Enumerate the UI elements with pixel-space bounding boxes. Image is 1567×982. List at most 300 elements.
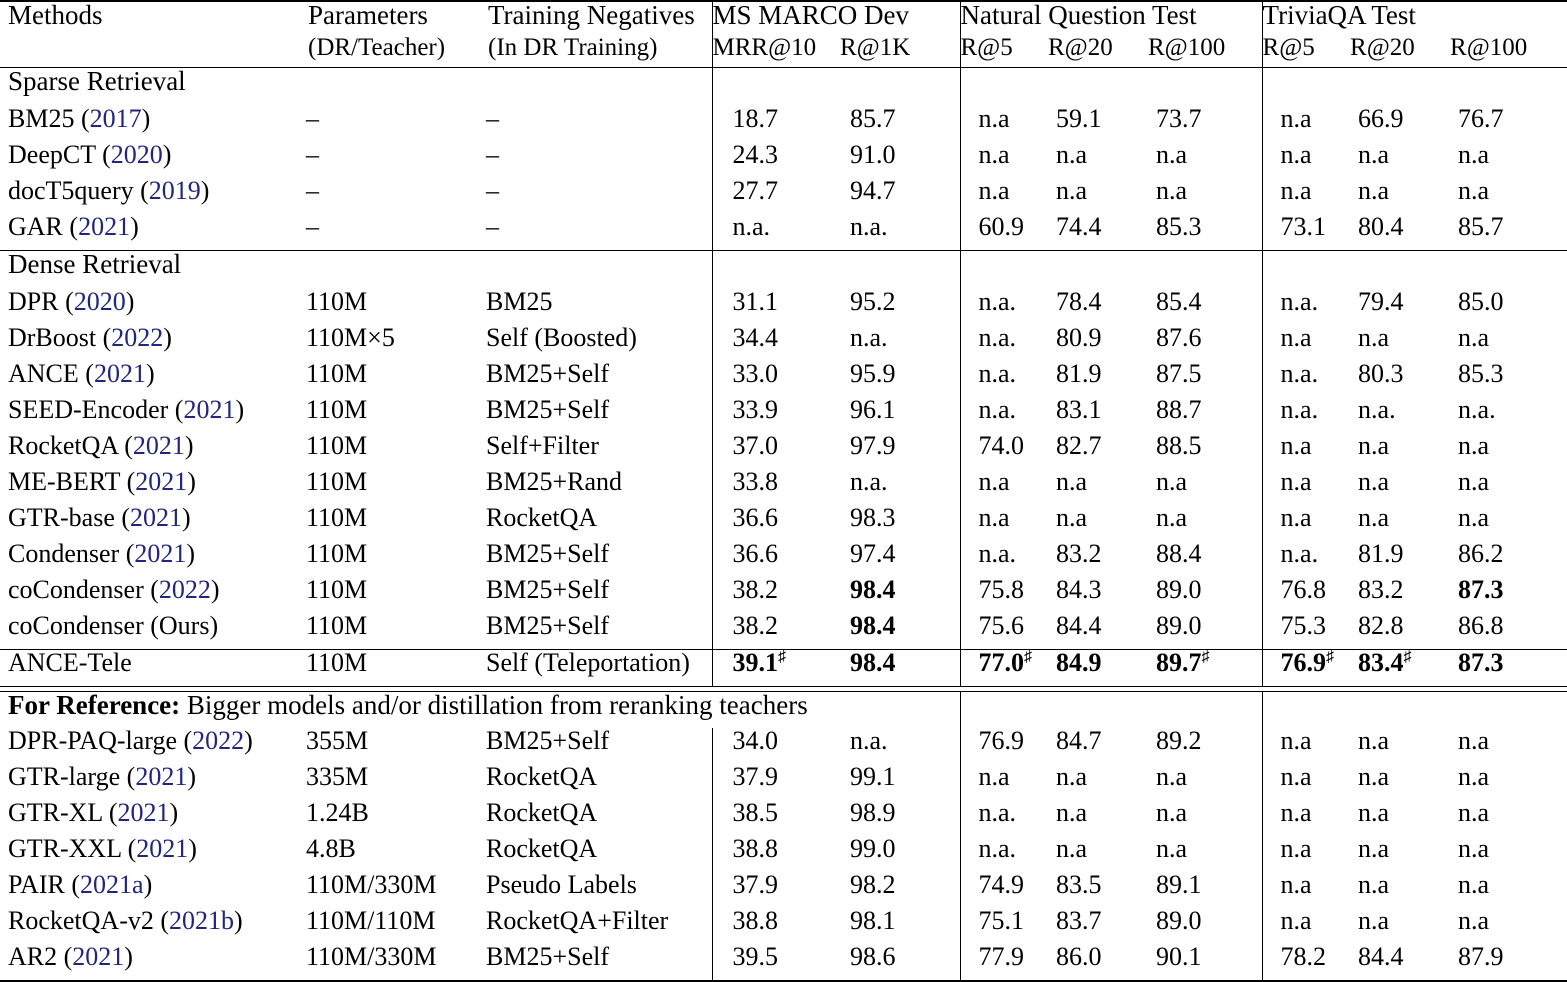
cell-r1k <box>840 505 960 541</box>
section-header-row <box>0 251 1567 290</box>
cell-nq-r20 <box>1048 908 1148 944</box>
table-row <box>0 541 1567 577</box>
cell-tq-r100 <box>1450 397 1567 433</box>
citation-year[interactable]: 2021 <box>132 431 185 460</box>
cell-value: n.a. <box>732 212 771 241</box>
cell-nq-r5 <box>960 836 1048 872</box>
table-row <box>0 469 1567 505</box>
section-spacer-msmarco <box>712 68 840 107</box>
cell-value: n.a <box>1280 176 1312 205</box>
cell-value: 83.2 <box>1358 575 1404 604</box>
cell-training-negatives: – <box>486 212 499 241</box>
cell-value: 84.9 <box>1056 648 1102 677</box>
citation-year[interactable]: 2022 <box>111 323 164 352</box>
cell-nq-r5 <box>960 433 1048 469</box>
cell-tq-r5 <box>1262 800 1350 836</box>
cell-value: n.a <box>1458 726 1490 755</box>
table-header <box>0 1 1567 68</box>
cell-value: 86.2 <box>1458 539 1504 568</box>
cell-nq-r20 <box>1048 872 1148 908</box>
cell-value: n.a <box>1280 503 1312 532</box>
ref-spacer-nq <box>960 692 1048 729</box>
cell-training-negatives: RocketQA+Filter <box>486 906 669 935</box>
citation-year[interactable]: 2020 <box>73 287 126 316</box>
cell-mrr10 <box>712 214 840 251</box>
citation-year[interactable]: 2022 <box>158 575 211 604</box>
cell-value: 39.1 <box>732 648 778 677</box>
cell-value: n.a <box>1458 431 1490 460</box>
method-name-cell: docT5query (2019) <box>8 176 210 205</box>
cell-value: 34.0 <box>732 726 778 755</box>
cell-value: n.a <box>1156 834 1188 863</box>
citation-year[interactable]: 2019 <box>148 176 201 205</box>
cell-value: 85.0 <box>1458 287 1504 316</box>
cell-nq-r5 <box>960 613 1048 650</box>
cell-mrr10 <box>712 800 840 836</box>
method-name-cell: DrBoost (2022) <box>8 323 172 352</box>
cell-training-negatives: – <box>486 104 499 133</box>
cell-nq-r20 <box>1048 106 1148 142</box>
cell-tq-r5 <box>1262 289 1350 325</box>
cell-value: 76.8 <box>1280 575 1327 604</box>
reference-note <box>0 692 840 729</box>
cell-value: 33.0 <box>732 359 778 388</box>
cell-r1k <box>840 541 960 577</box>
citation-year[interactable]: 2021b <box>169 906 235 935</box>
cell-tq-r20 <box>1350 541 1450 577</box>
cell-tq-r20 <box>1350 908 1450 944</box>
citation-year[interactable]: 2021 <box>134 539 187 568</box>
section-spacer-msmarco-2 <box>840 68 960 107</box>
cell-value: n.a. <box>978 395 1017 424</box>
cell-value: n.a. <box>1280 359 1319 388</box>
cell-tq-r20 <box>1350 728 1450 764</box>
table-row <box>0 872 1567 908</box>
citation-year[interactable]: 2021a <box>80 870 144 899</box>
cell-value: n.a <box>1358 726 1390 755</box>
cell-value: 98.1 <box>850 906 896 935</box>
cell-tq-r5 <box>1262 361 1350 397</box>
cell-mrr10 <box>712 872 840 908</box>
cell-value: 85.3 <box>1458 359 1504 388</box>
cell-mrr10 <box>712 541 840 577</box>
cell-value: 66.9 <box>1358 104 1404 133</box>
cell-nq-r20 <box>1048 800 1148 836</box>
cell-value: n.a. <box>850 323 888 352</box>
cell-nq-r100 <box>1148 650 1262 687</box>
method-name-cell: GAR (2021) <box>8 212 139 241</box>
table-row <box>0 613 1567 650</box>
cell-tq-r100 <box>1450 872 1567 908</box>
cell-nq-r5 <box>960 505 1048 541</box>
cell-value: n.a <box>1280 467 1312 496</box>
cell-tq-r20 <box>1350 178 1450 214</box>
header-col-tq-r20: R@20 <box>1350 34 1415 61</box>
cell-value: n.a <box>1458 762 1490 791</box>
cell-value: n.a <box>1280 104 1312 133</box>
cell-value: n.a <box>1156 762 1188 791</box>
cell-value: n.a. <box>978 798 1017 827</box>
cell-tq-r100 <box>1450 764 1567 800</box>
cell-value: 60.9 <box>978 212 1024 241</box>
cell-value: 88.4 <box>1156 539 1202 568</box>
cell-value: n.a <box>978 762 1010 791</box>
header-training-negatives-sub: (In DR Training) <box>488 34 658 61</box>
ref-spacer-tq <box>1262 692 1350 729</box>
cell-value: 86.0 <box>1056 942 1102 971</box>
citation-year[interactable]: 2021 <box>130 503 183 532</box>
cell-value: 79.4 <box>1358 287 1404 316</box>
cell-training-negatives: BM25+Self <box>486 359 610 388</box>
citation-year[interactable]: 2021 <box>135 762 188 791</box>
cell-value: 83.2 <box>1056 539 1102 568</box>
cell-nq-r20 <box>1048 650 1148 687</box>
cell-nq-r100 <box>1148 764 1262 800</box>
cell-value: n.a <box>1280 870 1312 899</box>
cell-value: 80.4 <box>1358 212 1404 241</box>
method-name-cell: ME-BERT (2021) <box>8 467 196 496</box>
cell-parameters: 4.8B <box>306 834 356 863</box>
cell-parameters: 110M/330M <box>300 944 480 981</box>
cell-nq-r5 <box>960 800 1048 836</box>
cell-tq-r5 <box>1262 505 1350 541</box>
cell-value: n.a <box>1056 176 1088 205</box>
cell-tq-r5 <box>1262 908 1350 944</box>
cell-parameters: 335M <box>306 762 369 791</box>
cell-value: 37.9 <box>732 762 778 791</box>
cell-value: 39.5 <box>732 942 778 971</box>
cell-tq-r5 <box>1262 577 1350 613</box>
cell-nq-r5 <box>960 106 1048 142</box>
cell-value: 83.4 <box>1358 648 1404 677</box>
cell-nq-r20 <box>1048 728 1148 764</box>
cell-nq-r100 <box>1148 433 1262 469</box>
cell-value: 88.7 <box>1156 395 1202 424</box>
reference-note-label: For Reference: <box>8 690 181 720</box>
cell-value: 82.7 <box>1056 431 1102 460</box>
method-name-cell: RocketQA (2021) <box>8 431 194 460</box>
sharp-marker-icon: ♯ <box>778 648 787 666</box>
header-parameters: Parameters <box>300 1 480 35</box>
table-body <box>0 68 1567 982</box>
cell-value: n.a. <box>978 287 1017 316</box>
citation-year[interactable]: 2017 <box>89 104 142 133</box>
cell-value: n.a. <box>978 539 1017 568</box>
sharp-marker-icon: ♯ <box>1201 648 1210 666</box>
citation-year[interactable]: 2021 <box>135 467 188 496</box>
cell-parameters: 110M/330M <box>306 870 437 899</box>
table-row <box>0 577 1567 613</box>
table-row <box>0 800 1567 836</box>
method-name-cell: Condenser (2021) <box>8 539 196 568</box>
cell-value: 85.7 <box>850 104 896 133</box>
cell-nq-r20 <box>1048 178 1148 214</box>
cell-value: n.a <box>978 104 1010 133</box>
cell-parameters: 110M <box>306 467 368 496</box>
cell-mrr10 <box>712 433 840 469</box>
cell-nq-r5 <box>960 325 1048 361</box>
cell-parameters: – <box>306 140 319 169</box>
cell-value: 89.2 <box>1156 726 1202 755</box>
cell-nq-r100 <box>1148 541 1262 577</box>
cell-nq-r5 <box>960 361 1048 397</box>
header-col-nq-r100: R@100 <box>1148 34 1226 61</box>
cell-tq-r5 <box>1262 764 1350 800</box>
cell-training-negatives: BM25 <box>486 287 553 316</box>
cell-tq-r20 <box>1350 289 1450 325</box>
cell-training-negatives: BM25+Self <box>480 944 712 981</box>
cell-training-negatives: RocketQA <box>486 762 598 791</box>
cell-tq-r5 <box>1262 469 1350 505</box>
cell-tq-r20 <box>1350 944 1450 981</box>
method-name-cell: AR2 (2021) <box>0 944 300 981</box>
cell-mrr10 <box>712 142 840 178</box>
cell-value: 75.3 <box>1280 611 1327 640</box>
cell-nq-r5 <box>960 944 1048 981</box>
section-spacer-tq-3 <box>1450 68 1567 107</box>
cell-tq-r5 <box>1262 142 1350 178</box>
cell-value: 74.9 <box>978 870 1024 899</box>
section-spacer-tq <box>1262 68 1350 107</box>
cell-parameters: 110M <box>306 575 368 604</box>
ref-spacer-1 <box>840 692 960 729</box>
cell-value: 77.0 <box>978 648 1024 677</box>
cell-value: 33.9 <box>732 395 778 424</box>
cell-training-negatives: Self (Teleportation) <box>480 650 712 687</box>
ref-spacer-nq-2 <box>1048 692 1148 729</box>
cell-nq-r5 <box>960 541 1048 577</box>
cell-value: n.a <box>1358 762 1390 791</box>
citation-year[interactable]: 2021 <box>117 798 170 827</box>
cell-training-negatives: BM25+Self <box>486 575 610 604</box>
citation-year[interactable]: 2021 <box>93 359 146 388</box>
cell-tq-r5 <box>1262 613 1350 650</box>
cell-value: 99.1 <box>850 762 896 791</box>
table-row <box>0 178 1567 214</box>
cell-tq-r20 <box>1350 469 1450 505</box>
cell-r1k <box>840 289 960 325</box>
cell-value: 38.8 <box>732 834 778 863</box>
cell-tq-r5 <box>1262 836 1350 872</box>
header-methods: Methods <box>0 1 300 68</box>
cell-mrr10 <box>712 577 840 613</box>
cell-mrr10 <box>712 650 840 687</box>
cell-tq-r100 <box>1450 577 1567 613</box>
cell-nq-r100 <box>1148 106 1262 142</box>
cell-tq-r20 <box>1350 872 1450 908</box>
header-group-row <box>0 1 1567 35</box>
table-row <box>0 944 1567 981</box>
cell-nq-r20 <box>1048 361 1148 397</box>
cell-value: 85.4 <box>1156 287 1202 316</box>
cell-value: n.a <box>1156 798 1188 827</box>
cell-parameters: – <box>306 176 319 205</box>
cell-tq-r20 <box>1350 764 1450 800</box>
cell-value: n.a <box>1280 798 1312 827</box>
cell-training-negatives: BM25+Self <box>486 611 610 640</box>
cell-value: n.a <box>1056 503 1088 532</box>
cell-tq-r100 <box>1450 106 1567 142</box>
cell-tq-r20 <box>1350 505 1450 541</box>
cell-value: 37.9 <box>732 870 778 899</box>
cell-parameters: 355M <box>306 726 369 755</box>
section-spacer-nq-3 <box>1148 68 1262 107</box>
cell-training-negatives: RocketQA <box>486 798 598 827</box>
ref-spacer-tq-2 <box>1350 692 1450 729</box>
cell-value: n.a <box>1358 503 1390 532</box>
cell-value: 18.7 <box>732 104 778 133</box>
cell-value: n.a <box>1056 467 1088 496</box>
cell-mrr10 <box>712 908 840 944</box>
table-row <box>0 836 1567 872</box>
table-row <box>0 325 1567 361</box>
cell-training-negatives: Self (Boosted) <box>486 323 637 352</box>
cell-nq-r20 <box>1048 289 1148 325</box>
cell-tq-r20 <box>1350 613 1450 650</box>
cell-mrr10 <box>712 361 840 397</box>
cell-tq-r20 <box>1350 650 1450 687</box>
cell-nq-r100 <box>1148 908 1262 944</box>
cell-tq-r100 <box>1450 289 1567 325</box>
cell-value: 78.4 <box>1056 287 1102 316</box>
cell-nq-r5 <box>960 728 1048 764</box>
cell-value: 74.4 <box>1056 212 1102 241</box>
cell-nq-r100 <box>1148 800 1262 836</box>
cell-value: n.a <box>1458 906 1490 935</box>
cell-value: 87.3 <box>1458 648 1504 677</box>
section-spacer-nq-2 <box>1048 251 1148 290</box>
cell-value: 87.3 <box>1458 575 1504 604</box>
cell-r1k <box>840 214 960 251</box>
table-row <box>0 764 1567 800</box>
cell-value: n.a <box>1458 870 1490 899</box>
citation-year[interactable]: 2020 <box>110 140 163 169</box>
cell-value: 24.3 <box>732 140 778 169</box>
cell-nq-r100 <box>1148 836 1262 872</box>
citation-year[interactable]: 2021 <box>183 395 236 424</box>
cell-mrr10 <box>712 505 840 541</box>
cell-tq-r20 <box>1350 325 1450 361</box>
cell-tq-r100 <box>1450 325 1567 361</box>
cell-value: n.a. <box>850 467 888 496</box>
cell-value: n.a. <box>978 834 1017 863</box>
cell-tq-r5 <box>1262 541 1350 577</box>
cell-value: n.a <box>1280 762 1312 791</box>
cell-value: n.a <box>1458 834 1490 863</box>
cell-tq-r5 <box>1262 433 1350 469</box>
table-row <box>0 397 1567 433</box>
cell-nq-r20 <box>1048 944 1148 981</box>
cell-value: 94.7 <box>850 176 896 205</box>
header-col-nq-r20: R@20 <box>1048 34 1113 61</box>
cell-nq-r5 <box>960 178 1048 214</box>
section-spacer-tq-2 <box>1350 251 1450 290</box>
cell-value: 89.7 <box>1156 648 1202 677</box>
cell-training-negatives: BM25+Self <box>486 726 610 755</box>
cell-tq-r100 <box>1450 505 1567 541</box>
cell-nq-r100 <box>1148 944 1262 981</box>
cell-mrr10 <box>712 944 840 981</box>
cell-value: 84.3 <box>1056 575 1102 604</box>
cell-mrr10 <box>712 613 840 650</box>
cell-value: n.a <box>1458 323 1490 352</box>
cell-value: 80.9 <box>1056 323 1102 352</box>
header-group-natural-question: Natural Question Test <box>960 1 1262 35</box>
header-col-tq-r5: R@5 <box>1262 35 1350 68</box>
cell-nq-r100 <box>1148 728 1262 764</box>
cell-r1k <box>840 650 960 687</box>
sharp-marker-icon: ♯ <box>1024 648 1033 666</box>
cell-nq-r5 <box>960 214 1048 251</box>
cell-tq-r100 <box>1450 650 1567 687</box>
cell-nq-r100 <box>1148 361 1262 397</box>
cell-value: n.a <box>1358 834 1390 863</box>
cell-parameters: – <box>306 212 319 241</box>
cell-nq-r20 <box>1048 836 1148 872</box>
header-col-mrr10: MRR@10 <box>712 35 840 68</box>
cell-value: n.a <box>1280 431 1312 460</box>
cell-value: 97.9 <box>850 431 896 460</box>
cell-nq-r100 <box>1148 397 1262 433</box>
cell-tq-r20 <box>1350 800 1450 836</box>
cell-nq-r100 <box>1148 469 1262 505</box>
cell-value: n.a <box>1156 176 1188 205</box>
cell-value: n.a. <box>978 359 1017 388</box>
cell-parameters: 110M/110M <box>306 906 436 935</box>
cell-tq-r20 <box>1350 836 1450 872</box>
cell-nq-r100 <box>1148 505 1262 541</box>
cell-tq-r5 <box>1262 397 1350 433</box>
cell-value: 83.1 <box>1056 395 1102 424</box>
cell-nq-r20 <box>1048 142 1148 178</box>
cell-tq-r5 <box>1262 944 1350 981</box>
cell-value: n.a <box>1156 503 1188 532</box>
cell-parameters: 110M <box>306 395 368 424</box>
cell-value: 75.8 <box>978 575 1024 604</box>
cell-value: 98.4 <box>850 575 896 604</box>
cell-value: 76.9 <box>1280 648 1327 677</box>
cell-value: 89.0 <box>1156 575 1202 604</box>
citation-year[interactable]: 2021 <box>72 942 125 971</box>
cell-value: 83.5 <box>1056 870 1102 899</box>
method-name-cell: ANCE (2021) <box>8 359 155 388</box>
cell-value: 87.5 <box>1156 359 1202 388</box>
header-training-negatives: Training Negatives <box>480 1 712 35</box>
cell-value: 84.4 <box>1056 611 1102 640</box>
cell-r1k <box>840 908 960 944</box>
cell-value: 90.1 <box>1156 942 1202 971</box>
cell-value: n.a <box>978 503 1010 532</box>
cell-value: 85.7 <box>1458 212 1504 241</box>
method-name-cell: GTR-XXL (2021) <box>8 834 197 863</box>
cell-r1k <box>840 728 960 764</box>
cell-value: n.a <box>1358 431 1390 460</box>
cell-value: n.a <box>1458 176 1490 205</box>
cell-tq-r5 <box>1262 650 1350 687</box>
cell-tq-r20 <box>1350 106 1450 142</box>
cell-r1k <box>840 836 960 872</box>
citation-year[interactable]: 2022 <box>192 726 245 755</box>
cell-tq-r100 <box>1450 433 1567 469</box>
cell-nq-r5 <box>960 764 1048 800</box>
citation-year[interactable]: 2021 <box>136 834 189 863</box>
citation-year[interactable]: 2021 <box>78 212 131 241</box>
header-col-nq-r5: R@5 <box>960 35 1048 68</box>
cell-nq-r20 <box>1048 505 1148 541</box>
cell-value: 76.7 <box>1458 104 1504 133</box>
section-title: Sparse Retrieval <box>0 68 712 107</box>
cell-nq-r100 <box>1148 613 1262 650</box>
